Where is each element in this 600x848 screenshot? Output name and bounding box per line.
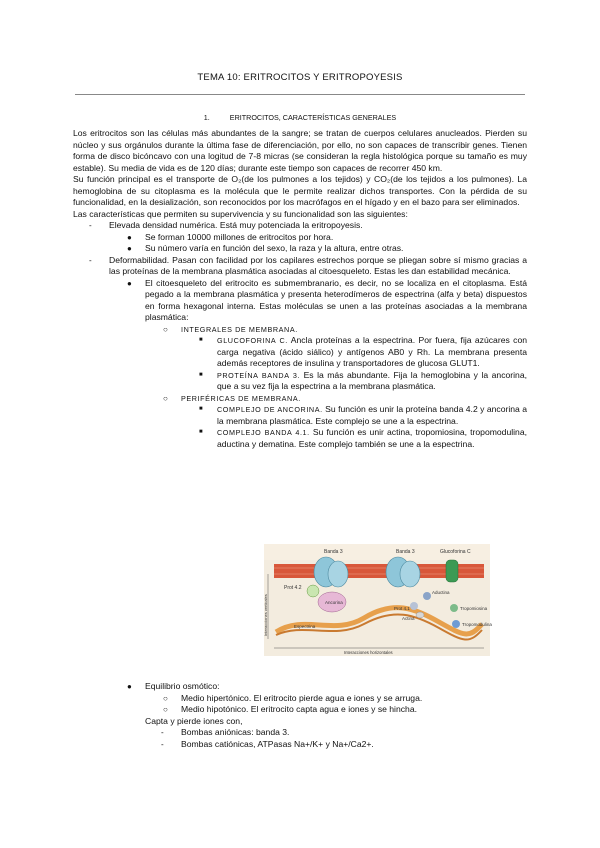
protein-4-2 xyxy=(307,585,319,597)
list-item-text: Equilibrio osmótico: xyxy=(145,681,220,691)
list-item xyxy=(127,231,527,244)
bullet-icon: ● xyxy=(127,278,132,288)
band3-protein-left xyxy=(328,561,348,587)
protein-name: GLUCOFORINA C. xyxy=(217,336,288,345)
list-item xyxy=(163,324,527,336)
label-prot42: Prot 4.2 xyxy=(284,585,302,591)
list-item-text: Es la más abundante. Fija la hemoglobina y la ancorina, que a su vez fija la espectrina a la membrana plasmática. xyxy=(217,369,527,391)
band3-protein-right xyxy=(400,561,420,587)
list-item xyxy=(199,369,527,393)
label-ancorina: Ancorina xyxy=(325,600,343,605)
label-banda3-right: Banda 3 xyxy=(396,549,415,555)
list-item xyxy=(89,254,527,278)
list-item-text: Medio hipertónico. El eritrocito pierde agua e iones y se arruga. xyxy=(181,692,423,703)
membrane-diagram xyxy=(264,544,490,656)
circle-bullet-icon: ○ xyxy=(163,705,168,714)
section-number: 1. xyxy=(203,113,210,122)
list-item-text: Bombas catiónicas, ATPasas Na+/K+ y Na+/Ca2+. xyxy=(181,738,374,749)
list-item xyxy=(163,704,527,716)
list-heading: INTEGRALES DE MEMBRANA. xyxy=(181,324,298,334)
document-title: TEMA 10: ERITROCITOS Y ERITROPOYESIS xyxy=(197,72,403,83)
list-heading: PERIFÉRICAS DE MEMBRANA. xyxy=(181,393,301,403)
list-item-text: Elevada densidad numérica. Está muy potenciada la eritropoyesis. xyxy=(109,220,363,230)
list-item xyxy=(89,220,527,232)
bullet-icon: ● xyxy=(127,682,132,691)
tropomiosina-protein xyxy=(450,604,458,612)
label-prot41: Prot 4.1 xyxy=(394,606,410,611)
paragraph-intro: Los eritrocitos son las células más abundantes de la sangre; se tratan de cuerpos celulares anucleados. Pierden su núcleo y sus orgánulos durante la última fase de diferenciación, por ello, no son capaces de transcribir genes. Tienen forma de disco bicóncavo con una logitud de 7-8 micras (se consideran la regla histológica porque su tamaño es muy estable). Su media de vida es de 120 días; durante este tiempo son capaces de recorrer 450 km. xyxy=(73,128,527,173)
section-heading xyxy=(0,113,600,122)
square-bullet-icon: ■ xyxy=(199,406,203,412)
list-item xyxy=(127,243,527,255)
square-bullet-icon: ■ xyxy=(199,337,203,343)
square-bullet-icon: ■ xyxy=(199,371,203,378)
list-item-text: Medio hipotónico. El eritrocito capta agua e iones y se hincha. xyxy=(181,704,417,714)
list-item-text: Su función es unir actina, tropomiosina, tropomodulina, aductina y dematina. Este complejo también se une a la espectrina. xyxy=(217,427,527,449)
title-divider xyxy=(75,94,525,95)
list-item xyxy=(127,277,527,324)
list-item xyxy=(199,335,527,370)
label-banda3-left: Banda 3 xyxy=(324,549,343,555)
label-tropomiosina: Tropomiosina xyxy=(460,606,488,611)
dash-marker: - xyxy=(89,255,92,265)
bullet-icon: ● xyxy=(127,244,132,253)
dash-marker: - xyxy=(161,739,164,749)
label-espectrina: Espectrina xyxy=(294,624,316,629)
label-aductina: Aductina xyxy=(432,590,450,595)
actina-protein xyxy=(416,612,424,618)
list-item xyxy=(163,393,527,405)
list-item-text: Se forman 10000 millones de eritrocitos por hora. xyxy=(145,231,334,242)
capta-line: Capta y pierde iones con, xyxy=(145,715,243,726)
list-item xyxy=(161,727,527,739)
list-item xyxy=(199,427,527,450)
label-tropomodulina: Tropomodulina xyxy=(462,622,492,627)
list-item-text: Su número varía en función del sexo, la raza y la altura, entre otras. xyxy=(145,243,404,253)
square-bullet-icon: ■ xyxy=(199,429,203,435)
list-item xyxy=(161,738,527,751)
dash-marker: - xyxy=(161,728,164,737)
aductina-protein xyxy=(423,592,431,600)
protein-4-1 xyxy=(410,602,418,610)
circle-bullet-icon: ○ xyxy=(163,693,168,703)
list-item-text: Ancla proteínas a la espectrina. Por fuera, fija azúcares con carga negativa (ácido siálico) y antígenos AB0 y Rh. La membrana presenta además receptores de insulina y transportadores de glucosa GLUT1. xyxy=(217,335,527,368)
dash-marker: - xyxy=(89,221,92,230)
glucoforina-protein xyxy=(446,560,458,582)
label-axis-horizontal: Interacciones horizontales xyxy=(344,650,393,655)
list-item xyxy=(199,404,528,427)
list-item xyxy=(163,692,527,705)
list-item-text: Deformabilidad. Pasan con facilidad por los capilares estrechos porque se pliegan sobre sí mismo gracias a las proteínas de la membrana plasmática asociadas al citoesqueleto. Estas les dan estabilidad mecánica. xyxy=(109,254,527,276)
protein-name: PROTEÍNA BANDA 3. xyxy=(217,370,301,380)
protein-name: COMPLEJO DE ANCORINA. xyxy=(217,405,323,414)
label-actina: Actina xyxy=(402,616,415,621)
list-item-text: Su función es unir la proteína banda 4.2 y ancorina a la membrana plasmática. Este complejo se une a la espectrina. xyxy=(217,404,528,426)
list-item xyxy=(127,681,527,693)
label-axis-vertical: Interacciones verticales xyxy=(263,594,268,636)
paragraph-function: Su función principal es el transporte de O₂(de los pulmones a los tejidos) y CO₂(de los tejidos a los pulmones). La hemoglobina de su citoplasma es la molécula que le permite realizar dichos transportes. Con la pérdida de su funcionalidad, en la desialización, son reconocidos por los macrófagos en el hígado y en el bazo para ser eliminados. xyxy=(73,174,527,207)
osmotic-section xyxy=(73,681,527,750)
protein-name: COMPLEJO BANDA 4.1. xyxy=(217,428,310,437)
document-body xyxy=(73,128,527,450)
label-glucoforina: Glucoforina C xyxy=(440,549,471,555)
circle-bullet-icon: ○ xyxy=(163,324,168,334)
paragraph-characteristics: Las características que permiten su supervivencia y su funcionalidad son las siguientes: xyxy=(73,208,408,219)
section-title: ERITROCITOS, CARACTERÍSTICAS GENERALES xyxy=(229,113,397,122)
bullet-icon: ● xyxy=(127,232,132,242)
circle-bullet-icon: ○ xyxy=(163,393,168,403)
list-item-text: Bombas aniónicas: banda 3. xyxy=(181,727,290,737)
tropomodulina-protein xyxy=(452,620,460,628)
list-item-text: El citoesqueleto del eritrocito es submembranario, es decir, no se localiza en el citoplasma. Está pegado a la membrana plasmática y presenta heterodímeros de espectrina (alfa y beta) dispuestos en forma hexagonal interna. Estas moléculas se unen a las proteínas asociadas a la membrana plasmática: xyxy=(145,277,527,322)
